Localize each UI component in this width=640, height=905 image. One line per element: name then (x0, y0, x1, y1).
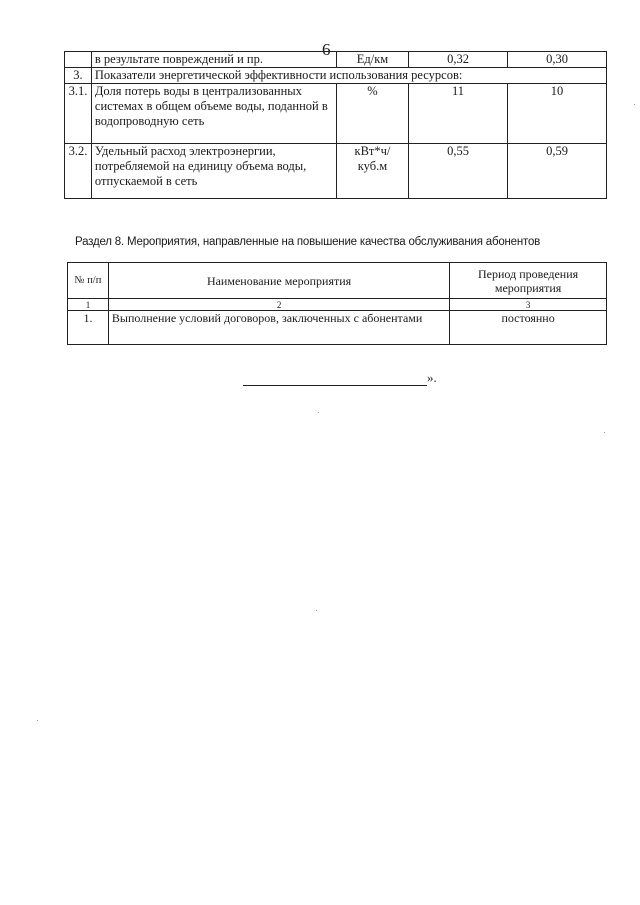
indicator-unit: кВт*ч/куб.м (336, 144, 408, 199)
indicators-table (64, 51, 607, 199)
indicator-name: Удельный расход электроэнергии, потребляемой на единицу объема воды, отпускаемой в сеть (91, 144, 336, 199)
section-heading-cell: Показатели энергетической эффективности использования ресурсов: (91, 68, 606, 84)
scan-speck (316, 610, 317, 611)
indicator-name: в результате повреждений и пр. (91, 52, 336, 68)
column-index-row (68, 299, 607, 311)
indicator-value-1: 11 (409, 84, 508, 144)
section-8-title: Раздел 8. Мероприятия, направленные на повышение качества обслуживания абонентов (75, 236, 541, 248)
signature-line (243, 370, 437, 386)
row-number: 3.2. (65, 144, 92, 199)
action-period: постоянно (450, 311, 607, 345)
scan-speck (604, 432, 605, 433)
column-index-2: 2 (108, 299, 449, 311)
indicator-value-2: 0,30 (508, 52, 607, 68)
table-header-row (68, 263, 607, 299)
measures-table (67, 262, 607, 345)
table-row (65, 52, 607, 68)
header-number: № п/п (68, 263, 109, 299)
indicator-value-2: 0,59 (508, 144, 607, 199)
table-row (65, 84, 607, 144)
indicator-value-1: 0,32 (409, 52, 508, 68)
column-index-3: 3 (450, 299, 607, 311)
header-period: Период проведения мероприятия (450, 263, 607, 299)
column-index-1: 1 (68, 299, 109, 311)
scan-speck (318, 412, 319, 413)
scan-speck (634, 104, 635, 105)
page-number: 6 (322, 40, 331, 59)
action-name: Выполнение условий договоров, заключенных с абонентами (108, 311, 449, 345)
blank-line (243, 375, 427, 386)
indicator-value-2: 10 (508, 84, 607, 144)
header-action: Наименование мероприятия (108, 263, 449, 299)
closing-mark: ». (427, 370, 437, 385)
indicator-unit: % (336, 84, 408, 144)
indicator-name: Доля потерь воды в централизованных системах в общем объеме воды, поданной в водопроводную сеть (91, 84, 336, 144)
table-row (65, 68, 607, 84)
row-number: 3.1. (65, 84, 92, 144)
scan-speck (37, 720, 38, 721)
table-row (68, 311, 607, 345)
table-row (65, 144, 607, 199)
indicator-unit: Ед/км (336, 52, 408, 68)
row-number: 3. (65, 68, 92, 84)
row-number: 1. (68, 311, 109, 345)
indicator-value-1: 0,55 (409, 144, 508, 199)
row-number (65, 52, 92, 68)
